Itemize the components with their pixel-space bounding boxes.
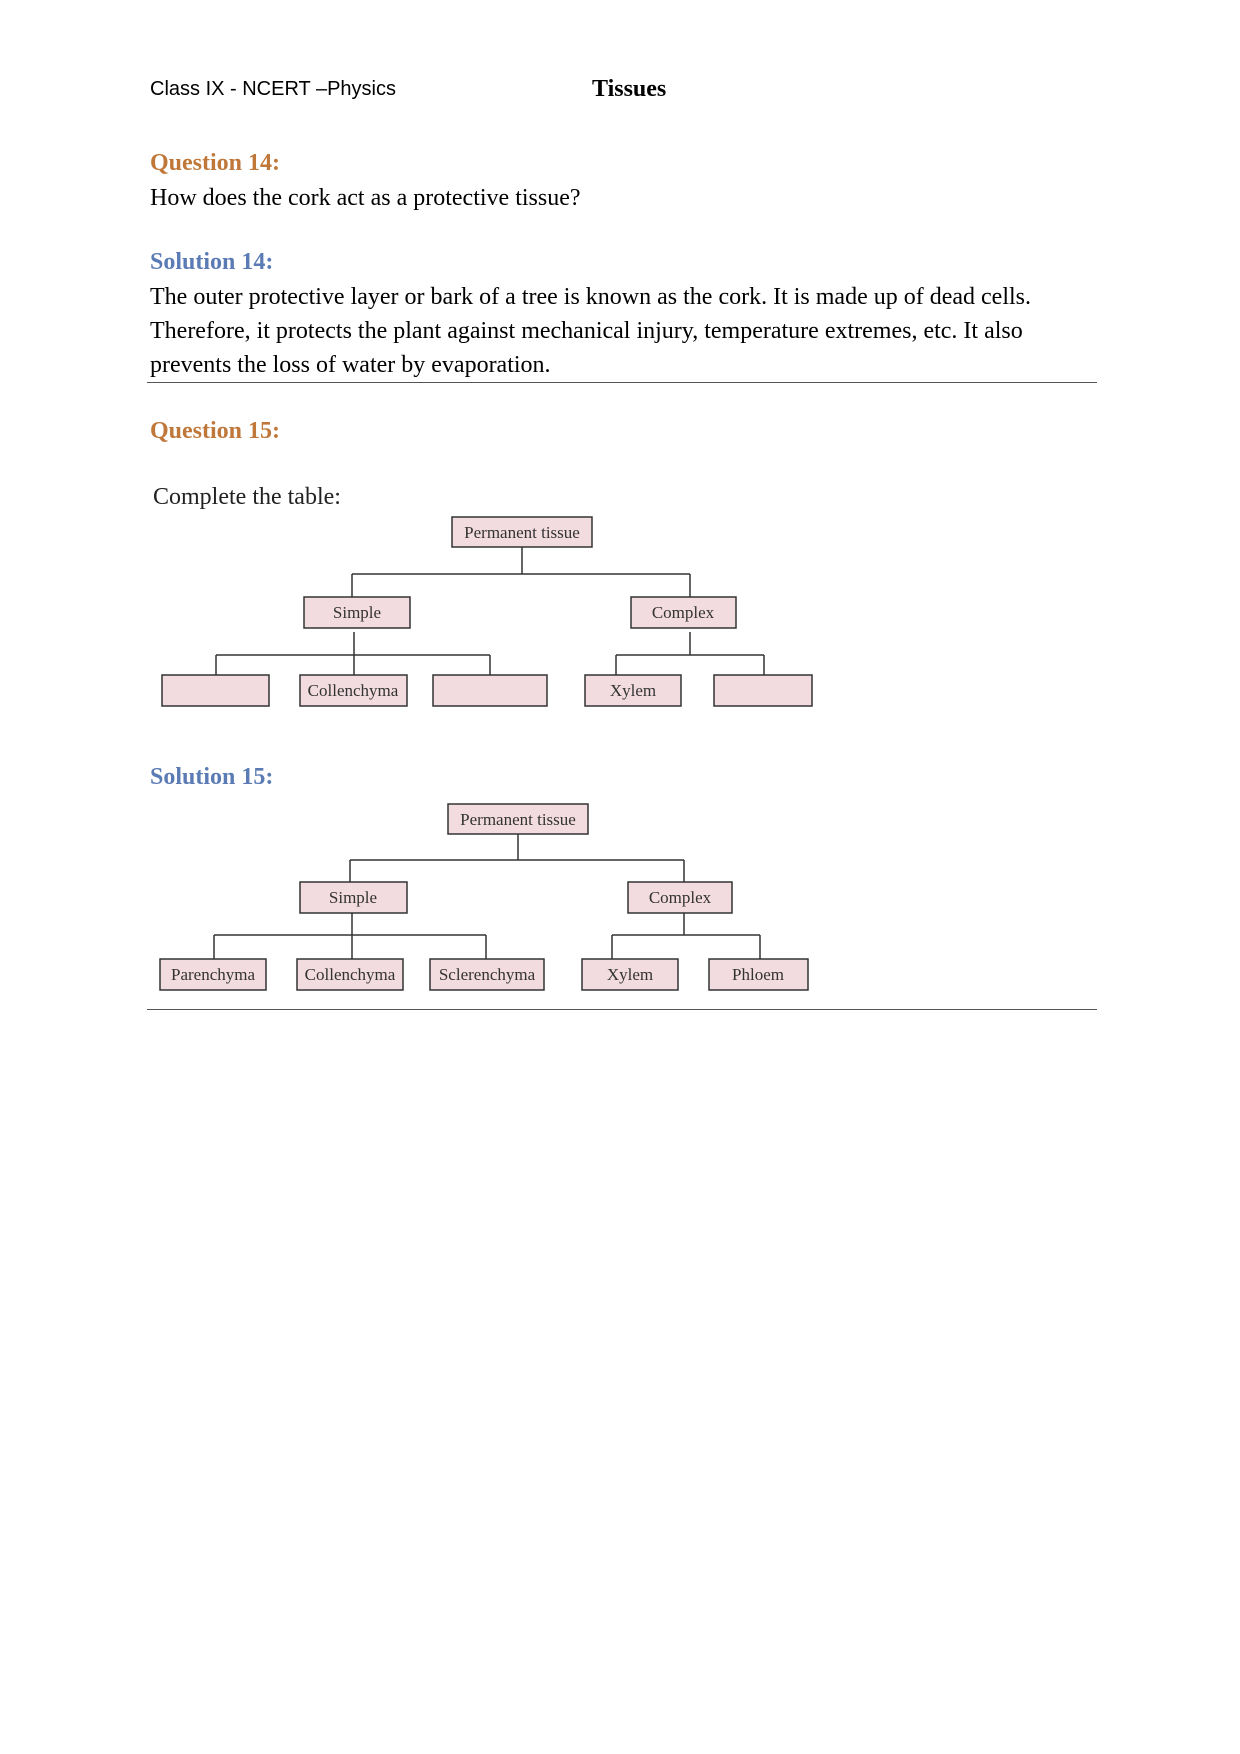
solution-tree-simple-label: Simple: [328, 888, 378, 907]
solution-tree-phloem-label: Phloem: [732, 965, 784, 984]
solution-tree-sclerenchyma-label: Sclerenchyma: [438, 965, 536, 984]
question-tree-xylem-label: Xylem: [609, 681, 657, 700]
page-title: Tissues: [592, 76, 667, 102]
solution-14-line-2: Therefore, it protects the plant against mechanical injury, temperature extremes, etc. It also: [150, 318, 1023, 344]
question-tree-simple-label: Simple: [332, 603, 382, 622]
question-tree-root-label: Permanent tissue: [464, 523, 580, 542]
solution-15-label: Solution 15:: [150, 764, 274, 790]
header-class-label: Class IX - NCERT –Physics: [150, 78, 396, 100]
solution-14-line-3: prevents the loss of water by evaporation.: [150, 352, 551, 378]
solution-tree-parenchyma-label: Parenchyma: [170, 965, 256, 984]
divider-bottom: [147, 1009, 1097, 1010]
solution-tree-xylem-label: Xylem: [606, 965, 654, 984]
solution-14-line-1: The outer protective layer or bark of a tree is known as the cork. It is made up of dead cells.: [150, 284, 1032, 310]
solution-tree-collenchyma-label: Collenchyma: [304, 965, 396, 984]
solution-14-label: Solution 14:: [150, 249, 274, 275]
question-tree-collenchyma-label: Collenchyma: [307, 681, 399, 700]
solution-tree-root-label: Permanent tissue: [460, 810, 576, 829]
question-15-label: Question 15:: [150, 418, 281, 444]
solution-tree-complex-label: Complex: [648, 888, 712, 907]
question-14-text: How does the cork act as a protective tissue?: [150, 185, 581, 211]
question-15-intro: Complete the table:: [153, 484, 341, 510]
question-14-label: Question 14:: [150, 150, 281, 176]
question-tree-complex-label: Complex: [651, 603, 715, 622]
